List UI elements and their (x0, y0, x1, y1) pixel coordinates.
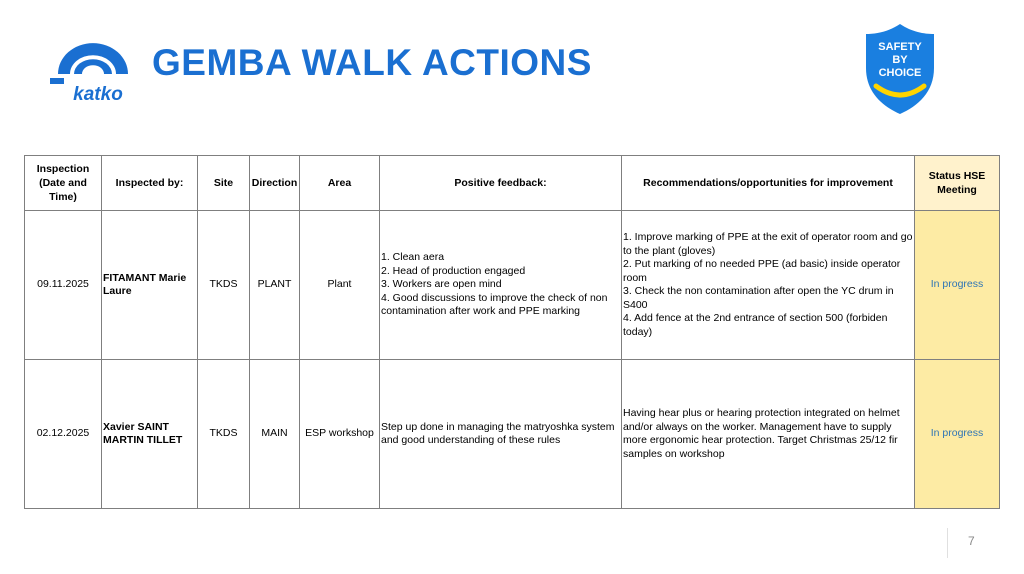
safety-by-choice-badge (862, 22, 938, 116)
badge-line-3: CHOICE (878, 67, 922, 79)
badge-line-1: SAFETY (878, 41, 922, 53)
header-direction: Direction (250, 156, 300, 211)
list-item: 2. Put marking of no needed PPE (ad basic) inside operator room (623, 258, 901, 284)
cell-direction: PLANT (250, 211, 300, 360)
cell-recommendations (622, 211, 915, 360)
cell-date: 02.12.2025 (25, 360, 102, 509)
cell-direction: MAIN (250, 360, 300, 509)
logo-arc (58, 43, 128, 74)
cell-area: Plant (300, 211, 380, 360)
badge-line-2: BY (892, 54, 908, 66)
cell-recommendations (622, 360, 915, 509)
list-item: 2. Head of production engaged (381, 264, 526, 277)
cell-area: ESP workshop (300, 360, 380, 509)
list-item: 4. Good discussions to improve the check of non contamination after work and PPE marking (381, 291, 608, 318)
logo-wordmark: katko (73, 84, 123, 104)
cell-site: TKDS (198, 360, 250, 509)
katko-logo (44, 38, 144, 104)
list-item: 1. Improve marking of PPE at the exit of operator room and go to the plant (gloves) (623, 231, 913, 257)
cell-positive-feedback (380, 211, 622, 360)
status-badge: In progress (915, 211, 1000, 360)
list-item: 1. Clean aera (381, 251, 445, 264)
table-row (25, 360, 1000, 509)
logo-bar (50, 78, 64, 84)
header-recommendations: Recommendations/opportunities for improvement (622, 156, 915, 211)
table-row (25, 211, 1000, 360)
header-site: Site (198, 156, 250, 211)
cell-inspected-by: Xavier SAINT MARTIN TILLET (102, 360, 198, 509)
page-number: 7 (968, 534, 975, 548)
header-inspected-by: Inspected by: (102, 156, 198, 211)
cell-inspected-by: FITAMANT Marie Laure (102, 211, 198, 360)
list-item: 4. Add fence at the 2nd entrance of section 500 (forbiden today) (623, 312, 888, 338)
list-item: Step up done in managing the matryoshka system and good understanding of these rules (381, 420, 615, 446)
footer-divider (947, 528, 948, 558)
list-item: Having hear plus or hearing protection integrated on helmet and/or always on the worker. Management have to supply more ergonomic hear protection. Target Christmas 25/12 fir samples on workshop (623, 407, 900, 460)
list-item: 3. Check the non contamination after open the YC drum in S400 (623, 285, 894, 311)
status-badge: In progress (915, 360, 1000, 509)
header-area: Area (300, 156, 380, 211)
table-header-row (25, 156, 1000, 211)
header-status: Status HSE Meeting (915, 156, 1000, 211)
header-inspection: Inspection (Date and Time) (25, 156, 102, 211)
cell-positive-feedback (380, 360, 622, 509)
cell-site: TKDS (198, 211, 250, 360)
gemba-actions-table (24, 155, 1000, 509)
cell-date: 09.11.2025 (25, 211, 102, 360)
page-title: GEMBA WALK ACTIONS (152, 42, 592, 83)
logo-arc-inner (74, 59, 112, 74)
list-item: 3. Workers are open mind (381, 278, 502, 291)
header-positive-feedback: Positive feedback: (380, 156, 622, 211)
